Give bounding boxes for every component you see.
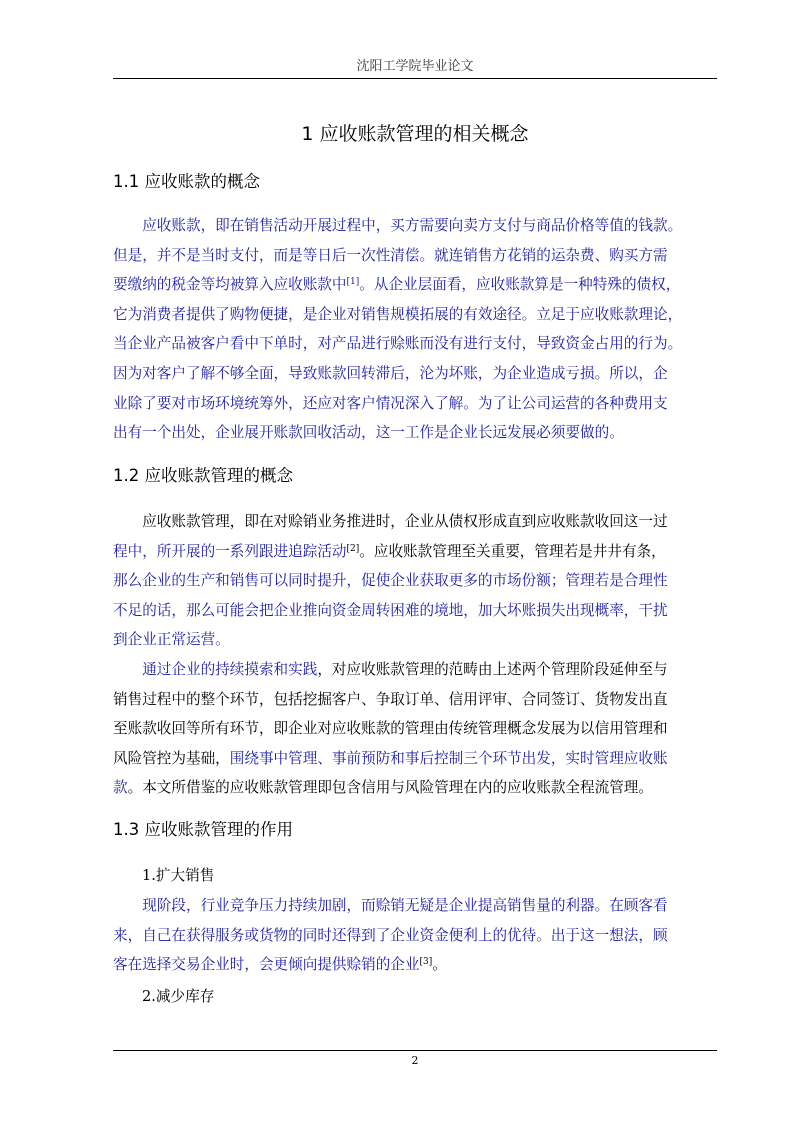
- paragraph-1-2-b: [113, 655, 717, 803]
- paragraph-line: 来，自己在获得服务或货物的同时还得到了企业资金便利上的优待。出于这一想法，顾: [113, 926, 668, 944]
- paragraph-line: 不足的话，那么可能会把企业推向资金周转困难的境地，加大坏账损失出现概率，干扰: [113, 601, 668, 619]
- footer-rule: [113, 1050, 717, 1051]
- paragraph-line: 应收账款管理，即在对赊销业务推进时，企业从债权形成直到应收账款收回这一过: [142, 513, 668, 530]
- paragraph-line: [113, 537, 717, 567]
- paragraph-line: 至账款收回等所有环节，即企业对应收账款的管理由传统管理概念发展为以信用管理和: [113, 720, 668, 738]
- section-title-1-1: 1.1 应收账款的概念: [113, 172, 260, 191]
- paragraph-1-2-a: [113, 507, 717, 655]
- paragraph-line: [113, 655, 717, 685]
- paragraph-text: 。: [432, 956, 447, 974]
- paragraph-line: [113, 773, 717, 803]
- paragraph-line: 现阶段，行业竞争压力持续加剧，而赊销无疑是企业提高销售量的利器。在顾客看: [142, 897, 668, 914]
- paragraph-text: 。本文所借鉴的应收账款管理即包含信用与风险管理在内的应收账款全程流管理。: [127, 779, 653, 797]
- paragraph-text: 。应收账款管理至关重要，管理若是井井有条，: [359, 542, 666, 560]
- paragraph-line: 因为对客户了解不够全面，导致账款回转滞后，沦为坏账，为企业造成亏损。所以，企: [113, 364, 668, 382]
- citation-ref: [3]: [419, 957, 433, 968]
- section-title-1-2: 1.2 应收账款管理的概念: [113, 466, 293, 485]
- item-label-expand-sales: 1.扩大销售: [142, 867, 215, 884]
- paragraph-1-1: [113, 211, 717, 448]
- paragraph-line: 业除了要对市场环境统筹外，还应对客户情况深入了解。为了让公司运营的各种费用支: [113, 394, 668, 412]
- paragraph-text: ，对应收账款管理的范畴由上述两个管理阶段延伸至与: [317, 661, 668, 678]
- paragraph-1-3-a: [113, 891, 717, 980]
- section-title-1-3: 1.3 应收账款管理的作用: [113, 820, 293, 839]
- page-number: 2: [411, 1054, 419, 1067]
- citation-ref: [2]: [346, 543, 360, 554]
- paragraph-line: [113, 950, 717, 980]
- paragraph-text: 要缴纳的税金等均被算入应收账款中: [113, 276, 347, 294]
- paragraph-text: 通过企业的持续摸索和实践: [142, 661, 318, 678]
- citation-ref: [1]: [346, 277, 360, 288]
- paragraph-line: 应收账款，即在销售活动开展过程中，买方需要向卖方支付与商品价格等值的钱款。: [142, 217, 683, 234]
- paragraph-line: 到企业正常运营。: [113, 631, 230, 649]
- item-label-reduce-inventory: 2.减少库存: [142, 988, 215, 1005]
- header-rule: [113, 78, 717, 79]
- paragraph-line: 销售过程中的整个环节，包括挖掘客户、争取订单、信用评审、合同签订、货物发出直: [113, 690, 668, 708]
- paragraph-line: [113, 270, 717, 300]
- paragraph-text: 程中，所开展的一系列跟进追踪活动: [113, 542, 347, 560]
- paragraph-line: 它为消费者提供了购物便捷，是企业对销售规模拓展的有效途径。立足于应收账款理论，: [113, 305, 683, 323]
- paragraph-text: 客在选择交易企业时，会更倾向提供赊销的企业: [113, 956, 420, 974]
- header-title: 沈阳工学院毕业论文: [356, 59, 474, 74]
- paragraph-text: 围绕事中管理、事前预防和事后控制三个环节出发，实时管理应收账: [229, 749, 668, 767]
- paragraph-text: 风险管控为基础，: [113, 749, 230, 767]
- chapter-title: 1 应收账款管理的相关概念: [301, 123, 529, 145]
- paragraph-text: 。从企业层面看，应收账款算是一种特殊的债权，: [359, 276, 681, 294]
- paragraph-line: 出有一个出处，企业展开账款回收活动，这一工作是企业长远发展必须要做的。: [113, 424, 624, 442]
- paragraph-line: 当企业产品被客户看中下单时，对产品进行赊账而没有进行支付，导致资金占用的行为。: [113, 335, 683, 353]
- paragraph-line: 但是，并不是当时支付，而是等日后一次性清偿。就连销售方花销的运杂费、购买方需: [113, 246, 668, 264]
- paragraph-text: 款: [113, 779, 128, 797]
- paragraph-line: 那么企业的生产和销售可以同时提升，促使企业获取更多的市场份额；管理若是合理性: [113, 572, 668, 590]
- paragraph-line: [113, 744, 717, 774]
